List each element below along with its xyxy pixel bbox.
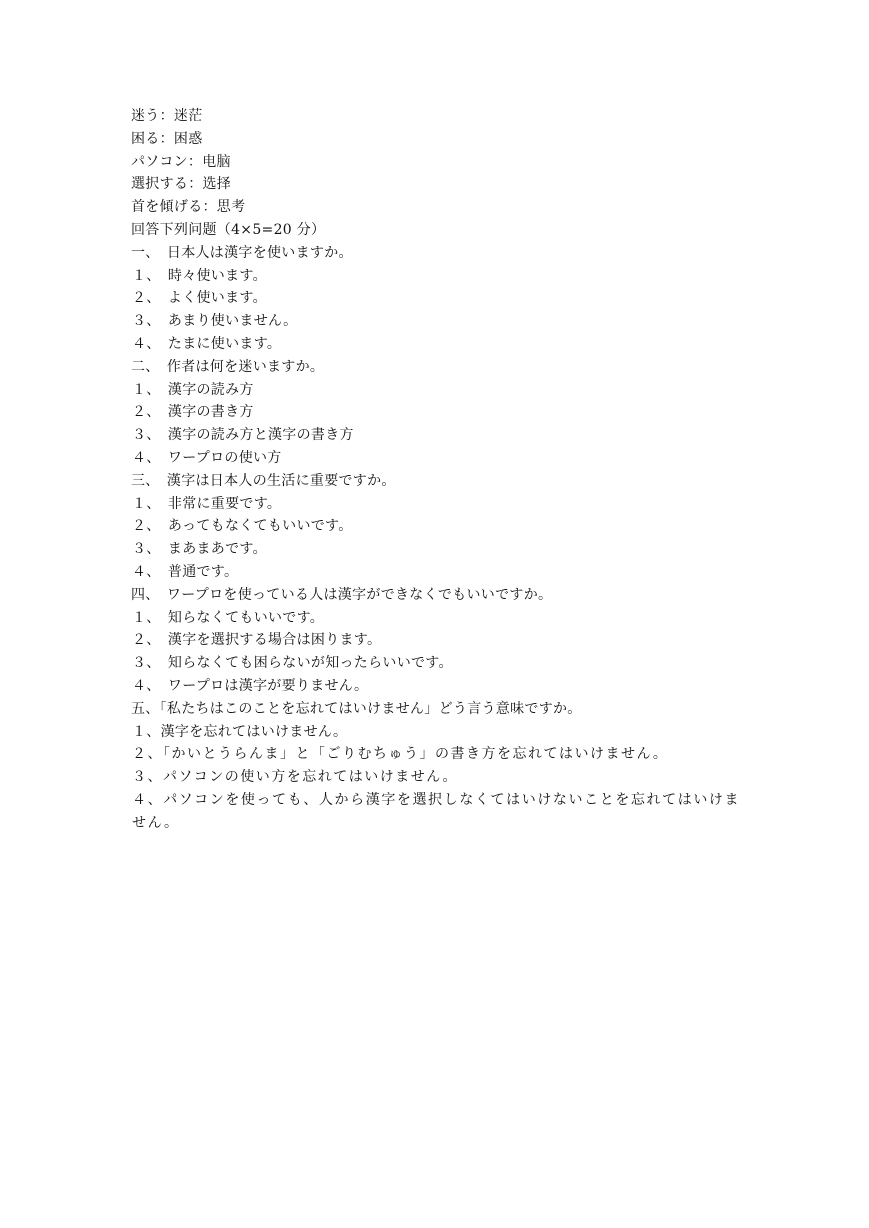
document-body	[131, 105, 741, 835]
answer-option: ２、 よく使います。	[132, 290, 267, 307]
question-2: 二、 作者は何を迷いますか。	[131, 358, 325, 375]
answer-option: ３、 漢字の読み方と漢字の書き方	[132, 427, 354, 444]
question-3: 三、 漢字は日本人の生活に重要ですか。	[131, 472, 396, 489]
answer-option: １、 知らなくてもいいです。	[132, 609, 325, 626]
answer-option: ４、 普通です。	[132, 563, 239, 580]
answer-option: ２、「かいとうらんま」と「ごりむちゅう」の書き方を忘れてはいけません。	[132, 746, 669, 763]
answer-option: １、 非常に重要です。	[132, 495, 282, 512]
vocab-item: 首を傾げる：思考	[131, 199, 246, 216]
answer-option: ２、 漢字を選択する場合は困ります。	[132, 632, 382, 649]
vocab-item: 困る：困惑	[131, 130, 203, 147]
question-4: 四、 ワープロを使っている人は漢字ができなくでもいいですか。	[131, 586, 553, 603]
answer-option: ３、 あまり使いません。	[132, 313, 298, 330]
answer-option: ３、パソコンの使い方を忘れてはいけません。	[132, 769, 459, 786]
answer-option: ３、 知らなくても困らないが知ったらいいです。	[132, 655, 453, 672]
question-1: 一、 日本人は漢字を使いますか。	[131, 244, 353, 261]
answer-option: ２、 あってもなくてもいいです。	[132, 518, 353, 535]
answer-option: １、 時々使います。	[132, 267, 267, 284]
answer-option: ２、 漢字の書き方	[132, 404, 254, 421]
answer-option: ４、 ワープロの使い方	[132, 449, 282, 466]
answer-option: ３、 まあまあです。	[132, 541, 267, 558]
answer-option: ４、パソコンを使っても、人から漢字を選択しなくてはいけないことを忘れてはいけません。	[132, 791, 741, 831]
answer-option: ４、 ワープロは漢字が要りません。	[132, 677, 369, 694]
answer-option: １、漢字を忘れてはいけません。	[132, 723, 348, 740]
vocab-item: パソコン：电脑	[131, 153, 231, 170]
vocab-item: 迷う：迷茫	[131, 108, 203, 124]
section-title: 回答下列问题（4×5=20 分）	[131, 221, 326, 238]
answer-option: ４、 たまに使います。	[132, 335, 282, 352]
answer-option: １、 漢字の読み方	[132, 381, 254, 398]
vocab-item: 選択する：选择	[131, 176, 232, 193]
question-5: 五、「私たちはこのことを忘れてはいけません」どう言う意味ですか。	[131, 700, 582, 717]
